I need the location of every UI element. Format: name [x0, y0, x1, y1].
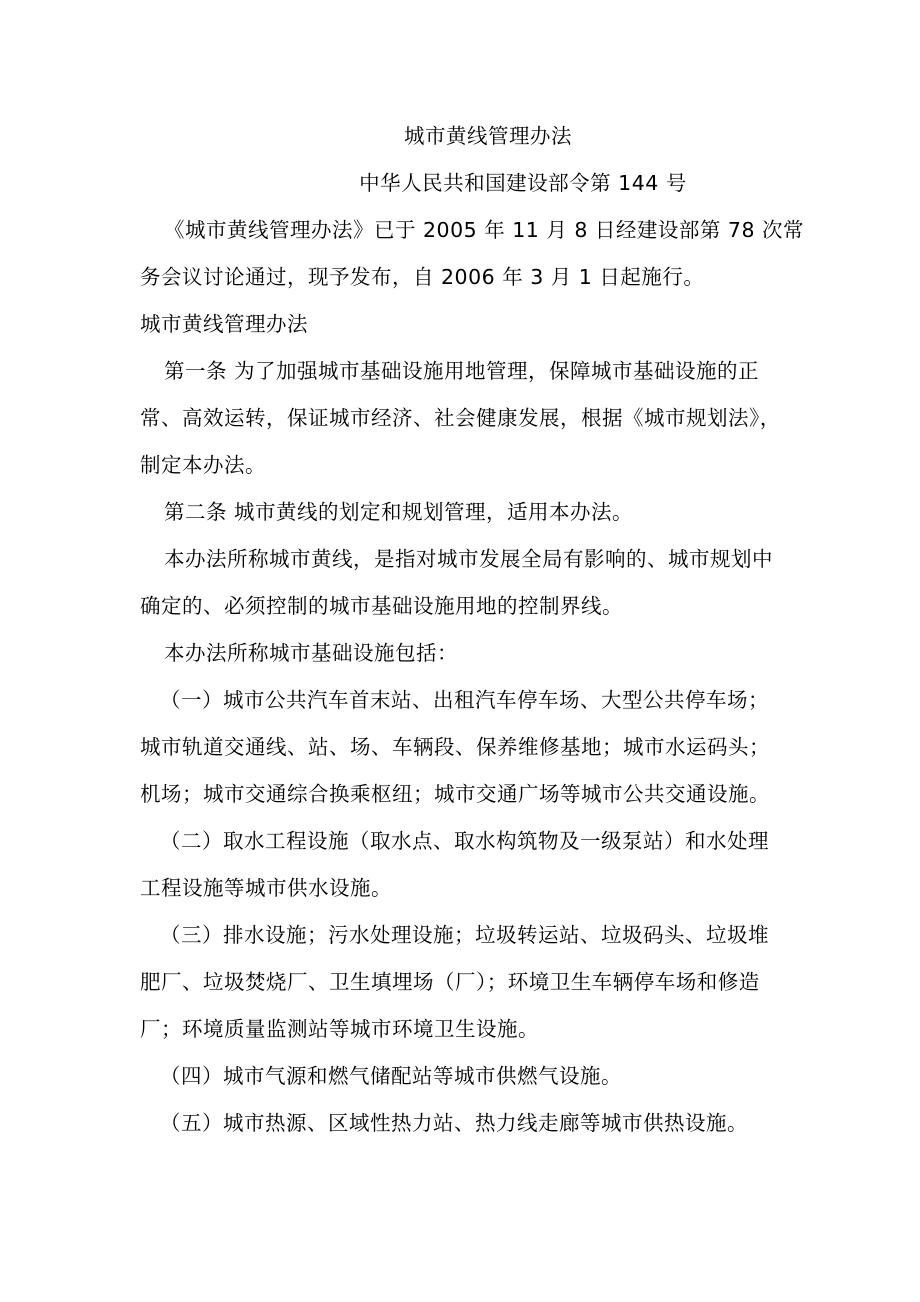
- definition-line-1: 本办法所称城市黄线，是指对城市发展全局有影响的、城市规划中: [164, 547, 773, 571]
- article-1-line-2: 常、高效运转，保证城市经济、社会健康发展，根据《城市规划法》，: [140, 406, 781, 430]
- article-1-line-1: 第一条 为了加强城市基础设施用地管理，保障城市基础设施的正: [164, 359, 760, 383]
- preamble-line-1: 《城市黄线管理办法》已于 2005 年 11 月 8 日经建设部第 78 次常: [164, 218, 805, 242]
- item-1-line-2: 城市轨道交通线、站、场、车辆段、保养维修基地；城市水运码头；: [140, 735, 770, 759]
- item-3-line-3: 厂；环境质量监测站等城市环境卫生设施。: [140, 1017, 539, 1041]
- article-1-line-3: 制定本办法。: [140, 453, 266, 477]
- includes-line: 本办法所称城市基础设施包括：: [164, 641, 458, 665]
- document-title: 城市黄线管理办法: [404, 124, 572, 148]
- preamble-line-2: 务会议讨论通过，现予发布，自 2006 年 3 月 1 日起施行。: [140, 265, 705, 289]
- item-5: （五）城市热源、区域性热力站、热力线走廊等城市供热设施。: [160, 1111, 748, 1135]
- item-3-line-2: 肥厂、垃圾焚烧厂、卫生填埋场（厂）；环境卫生车辆停车场和修造: [140, 970, 760, 994]
- item-4: （四）城市气源和燃气储配站等城市供燃气设施。: [160, 1064, 622, 1088]
- item-3-line-1: （三）排水设施；污水处理设施；垃圾转运站、垃圾码头、垃圾堆: [160, 923, 769, 947]
- item-2-line-2: 工程设施等城市供水设施。: [140, 876, 392, 900]
- article-2: 第二条 城市黄线的划定和规划管理，适用本办法。: [164, 500, 634, 524]
- definition-line-2: 确定的、必须控制的城市基础设施用地的控制界线。: [140, 594, 623, 618]
- item-2-line-1: （二）取水工程设施（取水点、取水构筑物及一级泵站）和水处理: [160, 829, 769, 853]
- item-1-line-3: 机场；城市交通综合换乘枢纽；城市交通广场等城市公共交通设施。: [140, 782, 770, 806]
- order-number: 中华人民共和国建设部令第 144 号: [359, 171, 687, 195]
- item-1-line-1: （一）城市公共汽车首末站、出租汽车停车场、大型公共停车场；: [160, 688, 769, 712]
- section-heading: 城市黄线管理办法: [140, 312, 308, 336]
- document-body: [140, 113, 805, 1147]
